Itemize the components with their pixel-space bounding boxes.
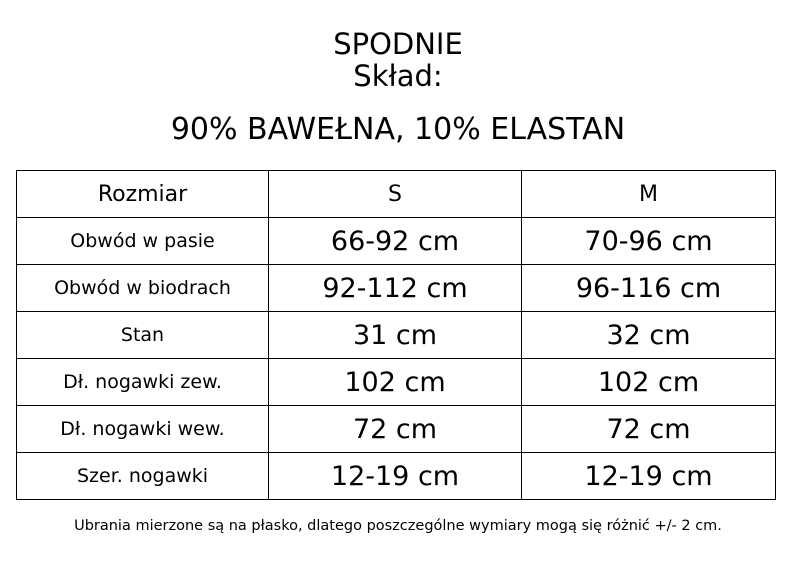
measurement-note: Ubrania mierzone są na płasko, dlatego poszczególne wymiary mogą się różnić +/- 2 cm. bbox=[74, 518, 722, 534]
value-m: 96-116 cm bbox=[522, 265, 776, 312]
value-m: 102 cm bbox=[522, 359, 776, 406]
row-label: Obwód w biodrach bbox=[17, 265, 269, 312]
table-row bbox=[17, 218, 776, 265]
table-row bbox=[17, 265, 776, 312]
size-table bbox=[16, 170, 776, 500]
table-row bbox=[17, 359, 776, 406]
value-s: 92-112 cm bbox=[269, 265, 522, 312]
product-title: SPODNIE bbox=[333, 27, 463, 61]
table-row bbox=[17, 453, 776, 500]
row-label: Obwód w pasie bbox=[17, 218, 269, 265]
table-row bbox=[17, 312, 776, 359]
value-s: 66-92 cm bbox=[269, 218, 522, 265]
value-m: 70-96 cm bbox=[522, 218, 776, 265]
column-header-s: S bbox=[269, 171, 522, 218]
column-header-size: Rozmiar bbox=[17, 171, 269, 218]
value-s: 31 cm bbox=[269, 312, 522, 359]
value-m: 12-19 cm bbox=[522, 453, 776, 500]
table-header-row bbox=[17, 171, 776, 218]
value-s: 72 cm bbox=[269, 406, 522, 453]
value-s: 102 cm bbox=[269, 359, 522, 406]
value-s: 12-19 cm bbox=[269, 453, 522, 500]
row-label: Stan bbox=[17, 312, 269, 359]
row-label: Dł. nogawki zew. bbox=[17, 359, 269, 406]
value-m: 32 cm bbox=[522, 312, 776, 359]
row-label: Szer. nogawki bbox=[17, 453, 269, 500]
table-row bbox=[17, 406, 776, 453]
composition-heading: Skład: bbox=[353, 59, 443, 93]
column-header-m: M bbox=[522, 171, 776, 218]
composition-value: 90% BAWEŁNA, 10% ELASTAN bbox=[170, 112, 626, 147]
row-label: Dł. nogawki wew. bbox=[17, 406, 269, 453]
value-m: 72 cm bbox=[522, 406, 776, 453]
